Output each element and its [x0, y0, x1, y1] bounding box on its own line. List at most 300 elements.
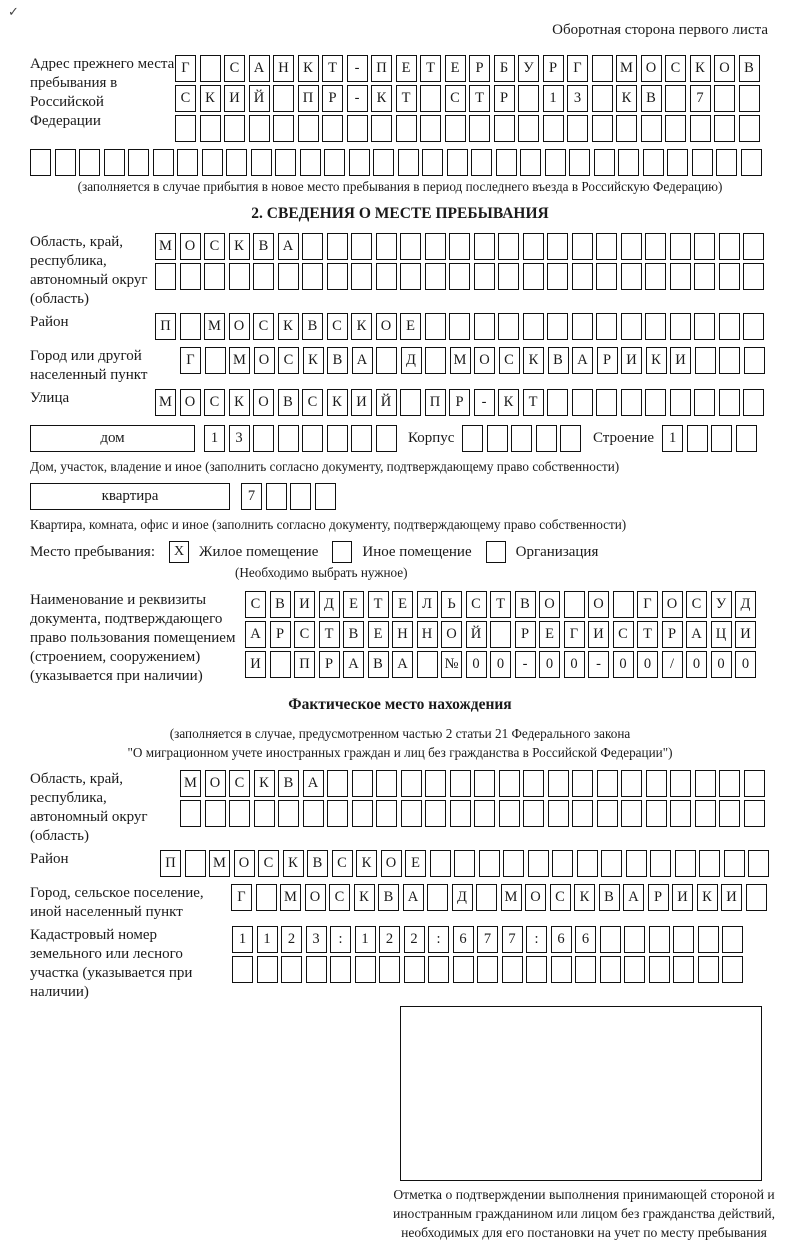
char-cell [739, 115, 760, 142]
char-cell: М [209, 850, 230, 877]
char-cell: М [204, 313, 225, 340]
char-cell: С [550, 884, 571, 911]
char-cell [498, 263, 519, 290]
char-cell [716, 149, 737, 176]
actual-city-label: Город, сельское поселение, иной населенный пункт [30, 885, 204, 920]
char-cell [327, 770, 348, 797]
char-cell [699, 850, 720, 877]
cadastral-label: Кадастровый номер земельного или лесного участка (указывается при наличии) [30, 927, 193, 1000]
char-cell [670, 389, 691, 416]
char-cell: В [548, 347, 569, 374]
char-cell [572, 263, 593, 290]
actual-region-row-2 [180, 800, 768, 827]
char-cell [425, 347, 446, 374]
char-cell [624, 926, 645, 953]
char-cell [714, 115, 735, 142]
char-cell [511, 425, 532, 452]
char-cell: Т [322, 55, 343, 82]
char-cell: О [376, 313, 397, 340]
char-cell [523, 263, 544, 290]
char-cell: К [351, 313, 372, 340]
house-caption: Дом, участок, владение и иное (заполнить согласно документу, подтверждающему право собственности) [30, 459, 620, 474]
document-block [30, 591, 770, 686]
char-cell [229, 800, 250, 827]
prev-address-cells [175, 55, 763, 145]
char-cell [474, 800, 495, 827]
char-cell: Ц [711, 621, 732, 648]
char-cell [373, 149, 394, 176]
char-cell: - [588, 651, 609, 678]
char-cell [351, 425, 372, 452]
char-cell: А [686, 621, 707, 648]
actual-city-row [231, 884, 770, 911]
char-cell [300, 149, 321, 176]
char-cell [645, 233, 666, 260]
char-cell [744, 347, 765, 374]
char-cell [548, 770, 569, 797]
char-cell: С [224, 55, 245, 82]
char-cell [545, 149, 566, 176]
char-cell [596, 389, 617, 416]
char-cell: 0 [490, 651, 511, 678]
char-cell: : [428, 926, 449, 953]
char-cell [200, 115, 221, 142]
char-cell [743, 263, 764, 290]
char-cell: К [498, 389, 519, 416]
char-cell [547, 263, 568, 290]
stay-type-caption: (Необходимо выбрать нужное) [235, 565, 408, 580]
char-cell [469, 115, 490, 142]
char-cell: С [229, 770, 250, 797]
char-cell: - [347, 85, 368, 112]
stamp-caption: Отметка о подтверждении выполнения принимающей стороной и иностранным гражданином или лицом без гражданства действий, необходимых для его постановки на учет по месту пребывания [393, 1187, 775, 1240]
char-cell [719, 389, 740, 416]
actual-location-caption-line1: (заполняется в случае, предусмотренном частью 2 статьи 21 Федерального закона [169, 726, 631, 741]
char-cell [273, 115, 294, 142]
char-cell [180, 800, 201, 827]
char-cell [645, 263, 666, 290]
char-cell [641, 115, 662, 142]
char-cell [449, 233, 470, 260]
char-cell: 2 [281, 926, 302, 953]
char-cell [596, 233, 617, 260]
cadastral-row-1 [232, 926, 747, 953]
char-cell [253, 263, 274, 290]
char-cell [523, 770, 544, 797]
char-cell: Г [567, 55, 588, 82]
char-cell: С [204, 233, 225, 260]
char-cell: В [641, 85, 662, 112]
char-cell: 0 [613, 651, 634, 678]
prev-address-caption: (заполняется в случае прибытия в новое место пребывания в период последнего въезда в Российскую Федерацию) [77, 179, 723, 194]
char-cell: Т [396, 85, 417, 112]
char-cell: В [515, 591, 536, 618]
char-cell: 7 [241, 483, 262, 510]
stamp-area [393, 1006, 775, 1242]
char-cell [547, 233, 568, 260]
char-cell [560, 425, 581, 452]
char-cell [719, 800, 740, 827]
char-cell [746, 884, 767, 911]
char-cell: О [641, 55, 662, 82]
char-cell [739, 85, 760, 112]
char-cell [503, 850, 524, 877]
char-cell [400, 263, 421, 290]
char-cell [643, 149, 664, 176]
char-cell [476, 884, 497, 911]
char-cell: С [466, 591, 487, 618]
actual-location-title: Фактическое место нахождения [288, 696, 512, 713]
char-cell: С [686, 591, 707, 618]
char-cell [449, 263, 470, 290]
char-cell: А [572, 347, 593, 374]
char-cell: Н [417, 621, 438, 648]
char-cell [695, 347, 716, 374]
char-cell [351, 263, 372, 290]
char-cell: Р [494, 85, 515, 112]
char-cell: С [204, 389, 225, 416]
char-cell [200, 55, 221, 82]
char-cell [398, 149, 419, 176]
house-cells [204, 425, 400, 452]
char-cell [474, 233, 495, 260]
char-cell [128, 149, 149, 176]
char-cell: П [425, 389, 446, 416]
char-cell [621, 233, 642, 260]
char-cell [175, 115, 196, 142]
char-cell [327, 263, 348, 290]
char-cell: Е [392, 591, 413, 618]
char-cell [650, 850, 671, 877]
char-cell: О [205, 770, 226, 797]
char-cell [547, 313, 568, 340]
char-cell: 1 [204, 425, 225, 452]
char-cell [719, 770, 740, 797]
char-cell: Р [515, 621, 536, 648]
char-cell [471, 149, 492, 176]
char-cell [202, 149, 223, 176]
char-cell [324, 149, 345, 176]
char-cell: Р [322, 85, 343, 112]
char-cell [322, 115, 343, 142]
char-cell [673, 926, 694, 953]
char-cell [695, 770, 716, 797]
char-cell: 3 [306, 926, 327, 953]
char-cell: Е [368, 621, 389, 648]
char-cell [474, 313, 495, 340]
house-block [30, 425, 770, 455]
char-cell [694, 263, 715, 290]
char-cell [427, 884, 448, 911]
char-cell: Й [376, 389, 397, 416]
region-block [30, 233, 770, 309]
char-cell: Р [597, 347, 618, 374]
char-cell: - [347, 55, 368, 82]
char-cell [205, 347, 226, 374]
char-cell: В [378, 884, 399, 911]
char-cell [376, 233, 397, 260]
char-cell [714, 85, 735, 112]
char-cell [430, 850, 451, 877]
char-cell [401, 800, 422, 827]
char-cell: Е [539, 621, 560, 648]
stay-type-checkbox-residential: X [169, 541, 189, 563]
char-cell [498, 233, 519, 260]
char-cell: С [245, 591, 266, 618]
char-cell [462, 425, 483, 452]
char-cell [479, 850, 500, 877]
char-cell [518, 115, 539, 142]
actual-region-label: Область, край, республика, автономный округ (область) [30, 771, 148, 844]
char-cell [30, 149, 51, 176]
char-cell [290, 483, 311, 510]
char-cell: И [721, 884, 742, 911]
char-cell [420, 85, 441, 112]
char-cell [572, 233, 593, 260]
char-cell: Т [490, 591, 511, 618]
char-cell [520, 149, 541, 176]
char-cell: О [254, 347, 275, 374]
prev-address-row-2 [175, 85, 763, 112]
stay-type-option-other: Иное помещение [362, 543, 472, 560]
document-row-3 [245, 651, 760, 678]
char-cell [645, 313, 666, 340]
street-label: Улица [30, 390, 70, 406]
char-cell [55, 149, 76, 176]
char-cell [371, 115, 392, 142]
char-cell [618, 149, 639, 176]
char-cell: Р [662, 621, 683, 648]
char-cell: В [270, 591, 291, 618]
char-cell: 3 [229, 425, 250, 452]
stroenie-label: Строение [592, 430, 655, 446]
char-cell: К [303, 347, 324, 374]
char-cell [302, 425, 323, 452]
char-cell: О [180, 389, 201, 416]
char-cell [675, 850, 696, 877]
char-cell [278, 425, 299, 452]
char-cell [306, 956, 327, 983]
char-cell [613, 591, 634, 618]
char-cell: К [371, 85, 392, 112]
char-cell: А [245, 621, 266, 648]
apartment-caption: Квартира, комната, офис и иное (заполнить согласно документу, подтверждающему право собственности) [30, 517, 627, 532]
char-cell: К [523, 347, 544, 374]
char-cell [205, 800, 226, 827]
char-cell [315, 483, 336, 510]
char-cell: И [735, 621, 756, 648]
cadastral-cells [232, 926, 747, 986]
char-cell: К [200, 85, 221, 112]
char-cell [376, 800, 397, 827]
char-cell [270, 651, 291, 678]
char-cell: - [474, 389, 495, 416]
char-cell [327, 425, 348, 452]
prev-address-label: Адрес прежнего места пребывания в Российской Федерации [30, 56, 175, 129]
char-cell: 1 [232, 926, 253, 953]
char-cell: 2 [404, 926, 425, 953]
prev-address-row-3 [175, 115, 763, 142]
char-cell: В [278, 389, 299, 416]
char-cell [254, 800, 275, 827]
char-cell: Н [392, 621, 413, 648]
char-cell [748, 850, 769, 877]
char-cell: Д [735, 591, 756, 618]
char-cell [229, 263, 250, 290]
char-cell: 6 [453, 926, 474, 953]
char-cell: О [234, 850, 255, 877]
char-cell [400, 389, 421, 416]
char-cell [711, 425, 732, 452]
actual-city-block [30, 884, 770, 922]
char-cell [257, 956, 278, 983]
char-cell: К [298, 55, 319, 82]
char-cell [185, 850, 206, 877]
stroenie-cells [662, 425, 760, 452]
char-cell [719, 263, 740, 290]
char-cell [474, 263, 495, 290]
apartment-block [30, 483, 770, 513]
char-cell: О [525, 884, 546, 911]
char-cell [621, 800, 642, 827]
char-cell [626, 850, 647, 877]
char-cell [695, 800, 716, 827]
char-cell: В [599, 884, 620, 911]
char-cell [499, 770, 520, 797]
char-cell [569, 149, 590, 176]
char-cell: 1 [257, 926, 278, 953]
char-cell [349, 149, 370, 176]
char-cell [376, 770, 397, 797]
char-cell [621, 770, 642, 797]
district-row [155, 313, 768, 340]
char-cell [616, 115, 637, 142]
char-cell: И [670, 347, 691, 374]
char-cell: А [403, 884, 424, 911]
region-label: Область, край, республика, автономный округ (область) [30, 234, 148, 307]
char-cell: И [588, 621, 609, 648]
char-cell [523, 800, 544, 827]
char-cell: С [278, 347, 299, 374]
char-cell: С [294, 621, 315, 648]
char-cell [256, 884, 277, 911]
char-cell: О [714, 55, 735, 82]
actual-region-block [30, 770, 770, 846]
prev-address-block [30, 55, 770, 145]
char-cell [564, 591, 585, 618]
char-cell: Т [469, 85, 490, 112]
char-cell: : [526, 926, 547, 953]
char-cell: Р [270, 621, 291, 648]
char-cell: И [294, 591, 315, 618]
stay-type-option-organization: Организация [515, 543, 599, 560]
char-cell [445, 115, 466, 142]
char-cell [670, 770, 691, 797]
document-row-2 [245, 621, 760, 648]
char-cell: 1 [355, 926, 376, 953]
char-cell: 2 [379, 926, 400, 953]
char-cell: М [280, 884, 301, 911]
char-cell: А [352, 347, 373, 374]
stamp-box [400, 1006, 762, 1181]
char-cell [376, 425, 397, 452]
char-cell: 0 [711, 651, 732, 678]
actual-region-cells [180, 770, 768, 830]
char-cell [249, 115, 270, 142]
char-cell: Р [319, 651, 340, 678]
char-cell: : [330, 926, 351, 953]
char-cell [536, 425, 557, 452]
char-cell: У [711, 591, 732, 618]
char-cell: 7 [690, 85, 711, 112]
char-cell: А [249, 55, 270, 82]
char-cell: Т [368, 591, 389, 618]
char-cell [572, 770, 593, 797]
stay-type-row [30, 541, 770, 563]
char-cell [722, 926, 743, 953]
char-cell: К [254, 770, 275, 797]
char-cell [698, 926, 719, 953]
char-cell [690, 115, 711, 142]
char-cell [425, 263, 446, 290]
char-cell: 0 [564, 651, 585, 678]
char-cell: Ь [441, 591, 462, 618]
char-cell: И [621, 347, 642, 374]
document-label: Наименование и реквизиты документа, подтверждающего право пользования помещением (строением, сооружением) (указывается при наличии) [30, 592, 236, 684]
char-cell: Д [319, 591, 340, 618]
char-cell [670, 800, 691, 827]
char-cell [477, 956, 498, 983]
char-cell [422, 149, 443, 176]
char-cell [79, 149, 100, 176]
char-cell: С [665, 55, 686, 82]
char-cell [646, 770, 667, 797]
char-cell: Л [417, 591, 438, 618]
char-cell: В [302, 313, 323, 340]
char-cell [251, 149, 272, 176]
char-cell [496, 149, 517, 176]
actual-region-row-1 [180, 770, 768, 797]
stay-type-checkbox-organization [486, 541, 506, 563]
char-cell: К [283, 850, 304, 877]
stay-type-label: Место пребывания: [30, 543, 155, 560]
char-cell [425, 313, 446, 340]
char-cell: Р [469, 55, 490, 82]
char-cell: В [739, 55, 760, 82]
char-cell [624, 956, 645, 983]
char-cell: / [662, 651, 683, 678]
char-cell [155, 263, 176, 290]
char-cell [204, 263, 225, 290]
char-cell [275, 149, 296, 176]
char-cell: С [445, 85, 466, 112]
char-cell: В [368, 651, 389, 678]
char-cell [523, 233, 544, 260]
char-cell [597, 770, 618, 797]
char-cell: А [392, 651, 413, 678]
char-cell: 6 [551, 926, 572, 953]
char-cell [743, 233, 764, 260]
char-cell [450, 770, 471, 797]
char-cell [253, 425, 274, 452]
char-cell: М [229, 347, 250, 374]
char-cell [596, 313, 617, 340]
char-cell [594, 149, 615, 176]
char-cell: И [224, 85, 245, 112]
char-cell: Б [494, 55, 515, 82]
char-cell: О [588, 591, 609, 618]
char-cell [600, 926, 621, 953]
